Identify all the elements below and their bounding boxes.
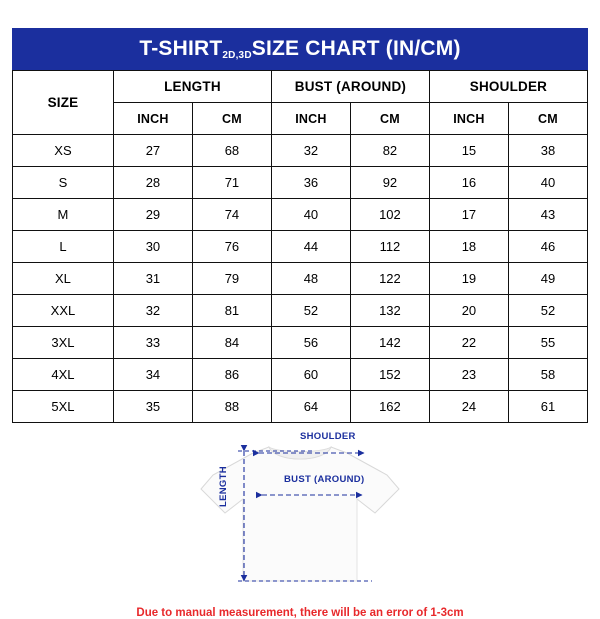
cell-bust-cm: 162 [350, 391, 429, 423]
cell-shoulder-cm: 40 [508, 167, 587, 199]
cell-length-inch: 32 [113, 295, 192, 327]
cell-bust-inch: 36 [271, 167, 350, 199]
header-bust: BUST (AROUND) [271, 71, 429, 103]
table-row [13, 327, 588, 359]
bust-label: BUST (AROUND) [284, 474, 365, 485]
cell-length-cm: 84 [192, 327, 271, 359]
header-size: SIZE [13, 71, 114, 135]
cell-length-cm: 86 [192, 359, 271, 391]
cell-length-inch: 29 [113, 199, 192, 231]
table-header-groups [13, 71, 588, 103]
header-bust-inch: INCH [271, 103, 350, 135]
cell-shoulder-cm: 52 [508, 295, 587, 327]
cell-length-inch: 27 [113, 135, 192, 167]
header-length-cm: CM [192, 103, 271, 135]
table-row [13, 167, 588, 199]
cell-length-cm: 71 [192, 167, 271, 199]
cell-shoulder-cm: 58 [508, 359, 587, 391]
cell-length-inch: 35 [113, 391, 192, 423]
cell-length-cm: 74 [192, 199, 271, 231]
cell-bust-cm: 142 [350, 327, 429, 359]
cell-shoulder-inch: 24 [429, 391, 508, 423]
header-length-inch: INCH [113, 103, 192, 135]
cell-bust-cm: 132 [350, 295, 429, 327]
cell-length-cm: 76 [192, 231, 271, 263]
table-row [13, 263, 588, 295]
cell-length-inch: 28 [113, 167, 192, 199]
cell-size: 3XL [13, 327, 114, 359]
cell-shoulder-inch: 23 [429, 359, 508, 391]
cell-shoulder-cm: 49 [508, 263, 587, 295]
header-shoulder: SHOULDER [429, 71, 587, 103]
length-label: LENGTH [218, 466, 229, 507]
cell-bust-inch: 52 [271, 295, 350, 327]
cell-bust-inch: 60 [271, 359, 350, 391]
cell-shoulder-inch: 15 [429, 135, 508, 167]
cell-length-cm: 79 [192, 263, 271, 295]
title-superscript: 2D,3D [222, 50, 252, 61]
header-shoulder-inch: INCH [429, 103, 508, 135]
measurement-note: Due to manual measurement, there will be an error of 1-3cm [136, 607, 464, 619]
cell-length-inch: 34 [113, 359, 192, 391]
cell-length-inch: 31 [113, 263, 192, 295]
table-row [13, 295, 588, 327]
cell-bust-cm: 92 [350, 167, 429, 199]
cell-size: 5XL [13, 391, 114, 423]
measurement-diagram [12, 429, 588, 599]
cell-size: M [13, 199, 114, 231]
cell-shoulder-inch: 17 [429, 199, 508, 231]
cell-length-cm: 68 [192, 135, 271, 167]
tshirt-icon [195, 439, 405, 589]
cell-bust-cm: 82 [350, 135, 429, 167]
cell-shoulder-inch: 22 [429, 327, 508, 359]
cell-bust-cm: 112 [350, 231, 429, 263]
cell-shoulder-cm: 43 [508, 199, 587, 231]
cell-shoulder-cm: 61 [508, 391, 587, 423]
cell-bust-cm: 102 [350, 199, 429, 231]
cell-bust-cm: 152 [350, 359, 429, 391]
cell-bust-inch: 44 [271, 231, 350, 263]
chart-title-bar [12, 28, 588, 70]
cell-size: XL [13, 263, 114, 295]
cell-shoulder-cm: 38 [508, 135, 587, 167]
cell-bust-inch: 48 [271, 263, 350, 295]
header-length: LENGTH [113, 71, 271, 103]
tshirt-illustration [195, 439, 405, 589]
cell-shoulder-inch: 16 [429, 167, 508, 199]
cell-bust-inch: 56 [271, 327, 350, 359]
cell-shoulder-inch: 18 [429, 231, 508, 263]
cell-bust-inch: 32 [271, 135, 350, 167]
header-bust-cm: CM [350, 103, 429, 135]
title-main-before: T-SHIRT [139, 37, 223, 60]
cell-shoulder-inch: 20 [429, 295, 508, 327]
cell-size: XS [13, 135, 114, 167]
cell-bust-inch: 64 [271, 391, 350, 423]
shoulder-label: SHOULDER [300, 431, 356, 442]
table-row [13, 135, 588, 167]
table-row [13, 391, 588, 423]
page-title [139, 37, 460, 61]
cell-bust-cm: 122 [350, 263, 429, 295]
table-row [13, 231, 588, 263]
table-row [13, 359, 588, 391]
cell-shoulder-cm: 46 [508, 231, 587, 263]
cell-size: XXL [13, 295, 114, 327]
cell-size: S [13, 167, 114, 199]
size-chart-table [12, 70, 588, 423]
title-main-after: SIZE CHART (IN/CM) [251, 37, 461, 60]
cell-length-cm: 88 [192, 391, 271, 423]
header-shoulder-cm: CM [508, 103, 587, 135]
cell-shoulder-cm: 55 [508, 327, 587, 359]
cell-length-cm: 81 [192, 295, 271, 327]
cell-size: L [13, 231, 114, 263]
table-row [13, 199, 588, 231]
cell-shoulder-inch: 19 [429, 263, 508, 295]
cell-length-inch: 33 [113, 327, 192, 359]
cell-length-inch: 30 [113, 231, 192, 263]
cell-size: 4XL [13, 359, 114, 391]
cell-bust-inch: 40 [271, 199, 350, 231]
